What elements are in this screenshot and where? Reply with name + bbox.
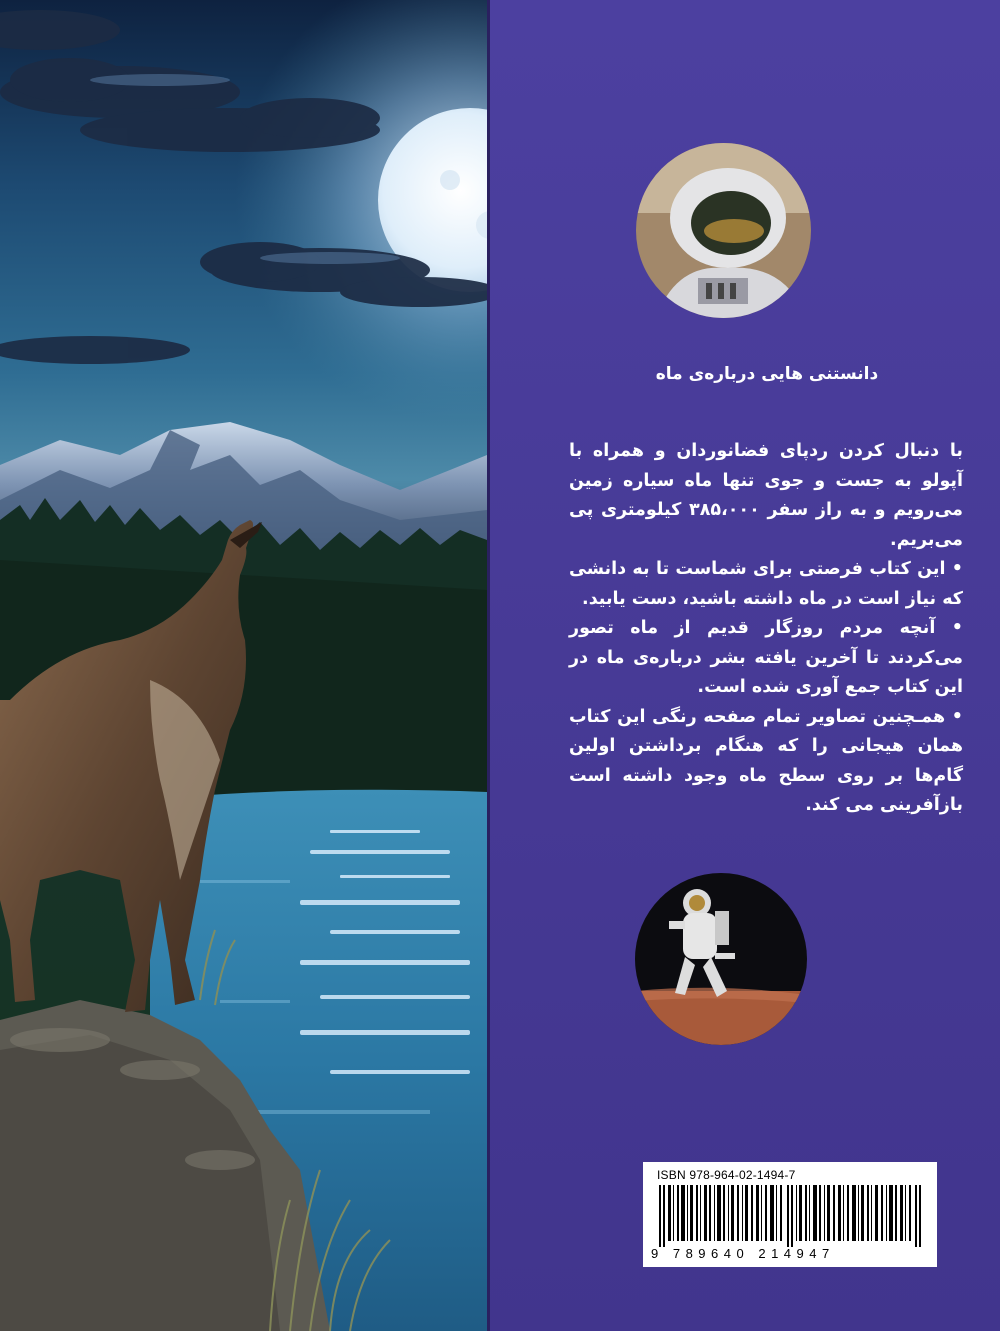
isbn-label: ISBN 978-964-02-1494-7 [657, 1168, 796, 1182]
intro-paragraph: با دنبال کردن ردپای فضانوردان و همراه با آپولو به جست و جوی تنها ماه سیاره زمین می‌رویم و به راز سفر ۳۸۵،۰۰۰ کیلومتری پی می‌بریم. [569, 441, 963, 550]
night-landscape-image [0, 0, 487, 1331]
barcode-digits: 9 789640 214947 [651, 1246, 835, 1261]
panel-heading: دانستنی هایی درباره‌ی ماه [655, 364, 879, 384]
panel-divider [487, 0, 490, 1331]
barcode-bars [659, 1185, 925, 1247]
description-text [569, 437, 963, 821]
info-panel [487, 0, 1000, 1331]
bullet-item: • آنچه مردم روزگار قدیم از ماه تصور می‌کردند تا آخرین یافته بشر درباره‌ی ماه در این کتاب جمع آوری شده است. [569, 618, 963, 697]
moonwalk-astronaut-photo [635, 873, 807, 1045]
astronaut-helmet-photo [636, 143, 811, 318]
wolf-moon-illustration [0, 0, 487, 1331]
bullet-item: • این کتاب فرصتی برای شماست تا به دانشی که نیاز است در ماه داشته باشید، دست یابید. [569, 559, 963, 609]
bullet-item: • همـچنین تصاویر تمام صفحه رنگی این کتاب همان هیجانی را که هنگام برداشتن اولین گام‌ها بر روی سطح ماه وجود داشته است بازآفرینی می کند. [569, 706, 963, 815]
isbn-barcode [643, 1162, 937, 1267]
